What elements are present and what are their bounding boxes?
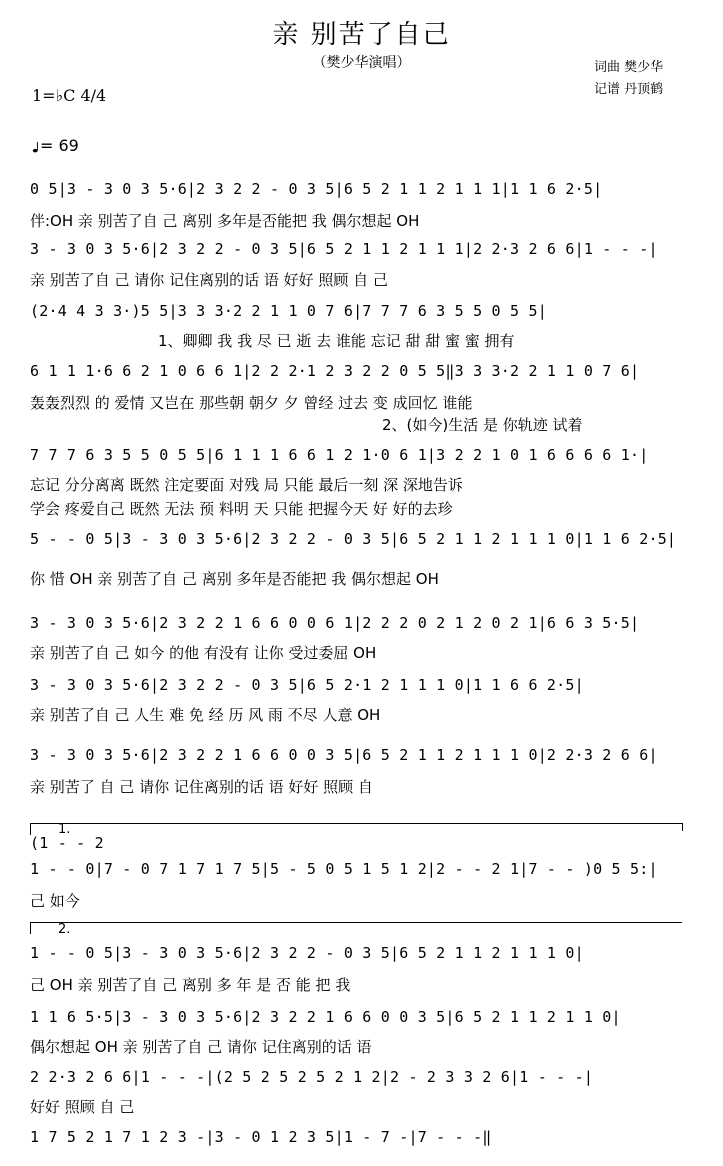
system-10-lyrics: 己 如今 [30,892,80,910]
system-13-music: 2 2·3 2 6 6|1 - - -|(2 5 2 5 2 5 2 1 2|2 - 2 3 3 2 6|1 - - -| [30,1068,594,1086]
system-13-lyrics: 好好 照顾 自 己 [30,1098,135,1116]
system-5-lyrics-verse2: 学会 疼爱自己 既然 无法 预 料明 天 只能 把握今天 好 好的去珍 [30,500,453,518]
system-9-music: 3 - 3 0 3 5·6|2 3 2 2 1 6 6 0 0 3 5|6 5 2 1 1 2 1 1 1 0|2 2·3 2 6 6| [30,746,658,764]
system-3-lyrics: 1、卿卿 我 我 尽 已 逝 去 谁能 忘记 甜 甜 蜜 蜜 拥有 [158,332,515,350]
system-7-lyrics: 亲 别苦了自 己 如今 的他 有没有 让你 受过委屈 OH [30,644,377,662]
volta-2-bracket [30,922,682,923]
tempo-marking [32,136,79,155]
quarter-note-icon [32,142,40,153]
system-4-music: 6 1 1 1·6 6 2 1 0 6 6 1|2 2 2·1 2 3 2 2 0 5 5‖3 3 3·2 2 1 1 0 7 6| [30,362,640,380]
system-3-music: (2·4 4 3 3·)5 5|3 3 3·2 2 1 1 0 7 6|7 7 7 6 3 5 5 0 5 5| [30,302,547,320]
system-7-music: 3 - 3 0 3 5·6|2 3 2 2 1 6 6 0 0 6 1|2 2 2 0 2 1 2 0 2 1|6 6 3 5·5| [30,614,640,632]
transcriber-credit: 记谱 丹顶鹤 [594,82,664,97]
system-5-lyrics-verse1: 忘记 分分离离 既然 注定要面 对残 局 只能 最后一刻 深 深地告诉 [30,476,463,494]
system-8-music: 3 - 3 0 3 5·6|2 3 2 2 - 0 3 5|6 5 2·1 2 1 1 1 0|1 1 6 6 2·5| [30,676,584,694]
lyrics-music-credit: 词曲 樊少华 [594,60,664,75]
system-6-music: 5 - - 0 5|3 - 3 0 3 5·6|2 3 2 2 - 0 3 5|6 5 2 1 1 2 1 1 1 0|1 1 6 2·5| [30,530,677,548]
volta-1-bracket-right [682,823,683,831]
song-title: 亲 别苦了自己 [272,20,451,50]
system-10-music: 1 - - 0|7 - 0 7 1 7 1 7 5|5 - 5 0 5 1 5 1 2|2 - - 2 1|7 - - )0 5 5:| [30,860,658,878]
system-1-lyrics: 伴:OH 亲 别苦了自 己 离别 多年是否能把 我 偶尔想起 OH [30,212,420,230]
volta-2-bracket-left [30,922,31,934]
system-2-music: 3 - 3 0 3 5·6|2 3 2 2 - 0 3 5|6 5 2 1 1 2 1 1 1|2 2·3 2 6 6|1 - - -| [30,240,658,258]
system-10-upper-voice: (1 - - 2 [30,834,104,852]
song-subtitle: （樊少华演唱） [312,55,411,71]
system-14-music: 1 7 5 2 1 7 1 2 3 -|3 - 0 1 2 3 5|1 - 7 -|7 - - -‖ [30,1128,492,1146]
system-9-lyrics: 亲 别苦了 自 己 请你 记住离别的话 语 好好 照顾 自 [30,778,373,796]
system-6-lyrics: 你 惜 OH 亲 别苦了自 己 离别 多年是否能把 我 偶尔想起 OH [30,570,439,588]
system-12-lyrics: 偶尔想起 OH 亲 别苦了自 己 请你 记住离别的话 语 [30,1038,372,1056]
volta-2-label: 2. [58,922,71,937]
tempo-value: = 69 [40,136,79,155]
system-4-lyrics-verse1: 轰轰烈烈 的 爱情 又岂在 那些朝 朝夕 夕 曾经 过去 变 成回忆 谁能 [30,394,473,412]
system-8-lyrics: 亲 别苦了自 己 人生 难 免 经 历 风 雨 不尽 人意 OH [30,706,381,724]
system-12-music: 1 1 6 5·5|3 - 3 0 3 5·6|2 3 2 2 1 6 6 0 0 3 5|6 5 2 1 1 2 1 1 0| [30,1008,621,1026]
system-11-music: 1 - - 0 5|3 - 3 0 3 5·6|2 3 2 2 - 0 3 5|6 5 2 1 1 2 1 1 1 0| [30,944,584,962]
system-4-lyrics-verse2: 2、(如今)生活 是 你轨迹 试着 [382,416,583,434]
system-1-music: 0 5|3 - 3 0 3 5·6|2 3 2 2 - 0 3 5|6 5 2 1 1 2 1 1 1|1 1 6 2·5| [30,180,603,198]
system-11-lyrics: 己 OH 亲 别苦了自 己 离别 多 年 是 否 能 把 我 [30,976,351,994]
system-2-lyrics: 亲 别苦了自 己 请你 记住离别的话 语 好好 照顾 自 己 [30,271,388,289]
system-5-music: 7 7 7 6 3 5 5 0 5 5|6 1 1 1 6 6 1 2 1·0 6 1|3 2 2 1 0 1 6 6 6 6 1·| [30,446,649,464]
volta-1-label: 1. [58,822,71,837]
key-signature: 1=♭C 4/4 [32,86,107,105]
volta-1-bracket [30,823,682,824]
